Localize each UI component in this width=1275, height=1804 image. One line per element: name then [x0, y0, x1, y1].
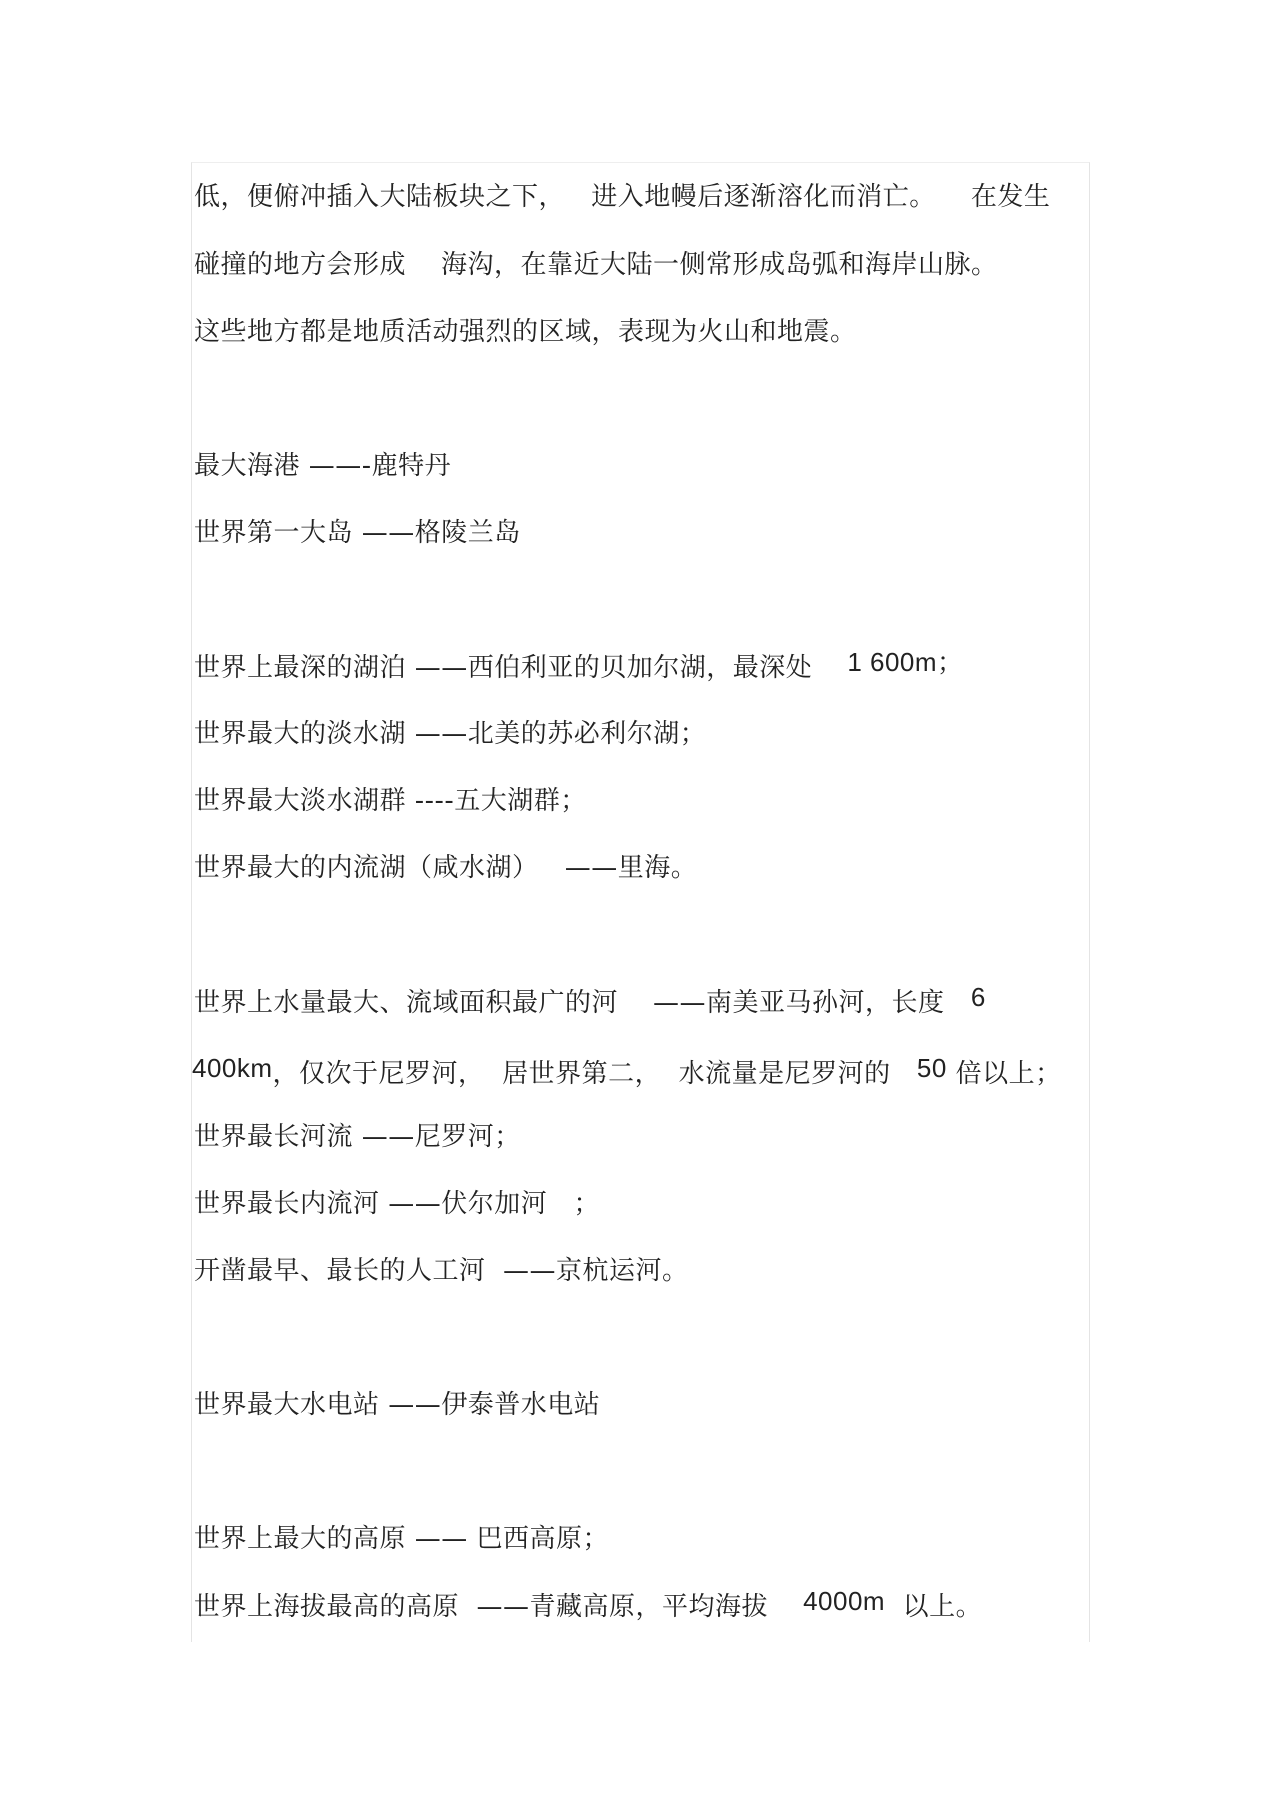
fact-largest-island: 世界第一大岛 ——格陵兰岛	[194, 518, 521, 548]
paragraph-line-3: 这些地方都是地质活动强烈的区域，表现为火山和地震。	[194, 317, 857, 347]
fact-largest-plateau: 世界上最大的高原 —— 巴西高原；	[194, 1524, 610, 1554]
fact-largest-river-length-part-1: 6	[970, 982, 986, 1012]
paragraph-line-1: 低，便俯冲插入大陆板块之下， 进入地幔后逐渐溶化而消亡。 在发生	[194, 182, 1051, 212]
fact-largest-river-line-1	[194, 982, 986, 1020]
fact-largest-river-text: 世界上水量最大、流域面积最广的河 ——南美亚马孙河，长度	[194, 988, 971, 1018]
fact-largest-hydropower-station: 世界最大水电站 ——伊泰普水电站	[194, 1390, 601, 1420]
fact-longest-river: 世界最长河流 ——尼罗河；	[194, 1122, 521, 1152]
fact-highest-plateau	[194, 1586, 983, 1624]
paragraph-line-2: 碰撞的地方会形成 海沟，在靠近大陆一侧常形成岛弧和海岸山脉。	[194, 250, 998, 280]
fact-largest-lake-group: 世界最大淡水湖群 ----五大湖群；	[194, 786, 587, 816]
fact-oldest-canal: 开凿最早、最长的人工河 ——京杭运河。	[194, 1256, 689, 1286]
fact-largest-freshwater-lake: 世界最大的淡水湖 ——北美的苏必利尔湖；	[194, 719, 707, 749]
fact-deepest-lake-text: 世界上最深的湖泊 ——西伯利亚的贝加尔湖，最深处	[194, 653, 848, 683]
fact-highest-plateau-text: 世界上海拔最高的高原 ——青藏高原，平均海拔	[194, 1592, 804, 1622]
fact-highest-plateau-altitude: 4000m	[803, 1586, 886, 1616]
fact-largest-seaport: 最大海港 ——-鹿特丹	[194, 451, 452, 481]
fact-deepest-lake	[194, 647, 964, 685]
fact-largest-river-flow-multiple: 50	[916, 1053, 947, 1083]
fact-largest-river-text-3: 倍以上；	[946, 1059, 1062, 1089]
fact-highest-plateau-text-2: 以上。	[885, 1592, 983, 1622]
fact-largest-river-length-part-2: 400km	[192, 1053, 273, 1083]
fact-largest-river-text-2: ，仅次于尼罗河， 居世界第二， 水流量是尼罗河的	[272, 1059, 917, 1089]
fact-deepest-lake-depth: 1 600m；	[847, 647, 964, 677]
fact-largest-river-line-2	[192, 1053, 1062, 1091]
fact-longest-inland-river: 世界最长内流河 ——伏尔加河 ；	[194, 1189, 601, 1219]
fact-largest-inland-lake: 世界最大的内流湖（咸水湖） ——里海。	[194, 853, 698, 883]
